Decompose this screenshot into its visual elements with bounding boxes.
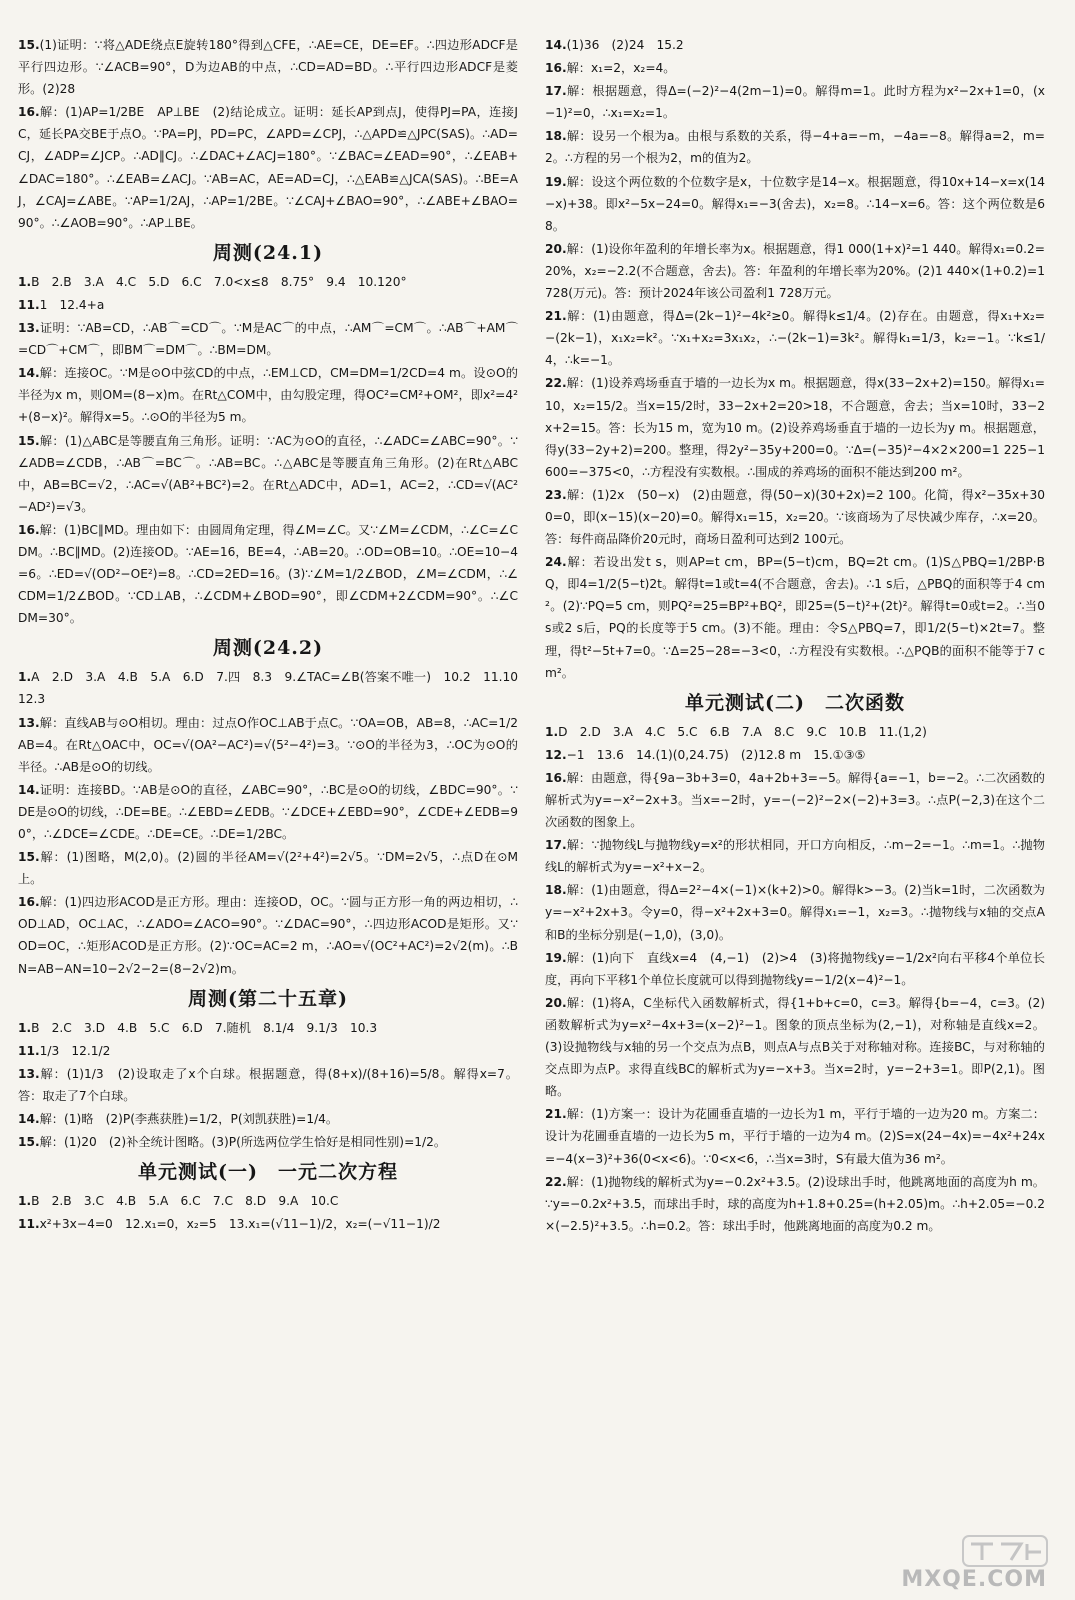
answer-item xyxy=(18,666,531,710)
item-number: 1. xyxy=(545,724,559,739)
item-number: 22. xyxy=(545,1174,567,1189)
item-number: 14. xyxy=(545,38,567,52)
item-text: 解：连接OC。∵M是⊙O中弦CD的中点，∴EM⊥CD，CM=DM=1/2CD=4 m。设⊙O的半径为x m，则OM=(8−x)m。在Rt△COM中，由勾股定理，得OC²=CM²+OM²，即x²=4²+(8−x)²。解得x=5。∴⊙O的半径为5 m。 xyxy=(18,366,518,425)
answer-item xyxy=(545,879,1045,945)
item-text: 解：(1)略 (2)P(李燕获胜)=1/2，P(刘凯获胜)=1/4。 xyxy=(39,1112,339,1127)
item-text: 解：(1)将A，C坐标代入函数解析式，得{1+b+c=0，c=3。解得{b=−4，c=3。(2)函数解析式为y=x²−4x+3=(x−2)²−1。图象的顶点坐标为(2,−1)，对称轴是直线x=2。(3)设抛物线与x轴的另一个交点为点B，则点A与点B关于对称轴对称。连接BC，与对称轴的交点即为点P。求得直线BC的解析式为y=−x+3。当x=2时，y=−2+3=1。即P(2,1)。图略。 xyxy=(545,995,1045,1099)
answer-item xyxy=(545,834,1045,878)
item-text: 证明：∵AB=CD，∴AB⌒=CD⌒。∵M是AC⌒的中点，∴AM⌒=CM⌒。∴AB⌒+AM⌒=CD⌒+CM⌒，即BM⌒=DM⌒。∴BM=DM。 xyxy=(18,321,518,358)
answer-item xyxy=(18,34,518,100)
item-number: 15. xyxy=(18,38,40,52)
item-number: 1. xyxy=(18,1020,32,1035)
section-title: 周测(24.2) xyxy=(212,637,324,660)
answer-item xyxy=(18,891,518,979)
item-number: 16. xyxy=(545,770,567,785)
item-text: 解：(1)设养鸡场垂直于墙的一边长为x m。根据题意，得x(33−2x+2)=150。解得x₁=10，x₂=15/2。当x=15/2时，33−2x+2=20>18，不合题意，舍去；当x=10时，33−2x+2=15。答：长为15 m，宽为10 m。(2)设养鸡场垂直于墙的一边长为y m。根据题意，得y(33−2y+2)=200。整理，得2y²−35y+200=0。∵Δ=(−35)²−4×2×200=1 225−1 600=−375<0，∴方程没有实数根。∴围成的养鸡场的面积不能达到200 m²。 xyxy=(545,376,1045,479)
item-number: 11. xyxy=(18,297,40,312)
item-number: 16. xyxy=(18,522,40,537)
item-number: 14. xyxy=(18,366,40,381)
watermark-text: MXQE.COM xyxy=(901,1567,1047,1592)
item-number: 15. xyxy=(18,850,40,865)
item-text: 解：∵抛物线L与抛物线y=x²的形状相同，开口方向相反，∴m−2=−1。∴m=1。∴抛物线L的解析式为y=−x²+x−2。 xyxy=(545,838,1045,875)
section-title: 单元测试(二) 二次函数 xyxy=(685,691,905,714)
item-text: 1 12.4+a xyxy=(39,297,105,312)
item-number: 1. xyxy=(18,1194,32,1209)
answer-item xyxy=(545,551,1045,684)
answer-item xyxy=(18,294,518,316)
item-text: 解：(1)20 (2)补全统计图略。(3)P(所选两位学生恰好是相同性别)=1/2。 xyxy=(39,1135,447,1150)
item-number: 16. xyxy=(18,895,40,910)
answer-item xyxy=(545,171,1045,237)
item-text: D 2.D 3.A 4.C 5.C 6.B 7.A 8.C 9.C 10.B 11.(1,2) xyxy=(558,724,927,739)
item-text: 解：(1)由题意，得Δ=(2k−1)²−4k²≥0。解得k≤1/4。(2)存在。由题意，得x₁+x₂=−(2k−1)，x₁x₂=k²。∵x₁+x₂=3x₁x₂，∴−(2k−1)=3k²。解得k₁=1/3，k₂=−1。∵k≤1/4，∴k=−1。 xyxy=(545,309,1045,368)
item-number: 13. xyxy=(18,321,40,336)
answer-item xyxy=(18,362,518,428)
item-text: 解：(1)图略，M(2,0)。(2)圆的半径AM=√(2²+4²)=2√5。∵DM=2√5，∴点D在⊙M上。 xyxy=(18,850,518,887)
item-number: 1. xyxy=(18,274,32,289)
answer-item xyxy=(545,372,1045,482)
item-text: −1 13.6 14.(1)(0,24.75) (2)12.8 m 15.①③⑤ xyxy=(566,747,866,762)
answer-item xyxy=(18,519,518,629)
answer-item xyxy=(545,1103,1045,1169)
item-number: 14. xyxy=(18,782,40,797)
item-text: 解：(1)△ABC是等腰直角三角形。证明：∵AC为⊙O的直径，∴∠ADC=∠ABC=90°。∵∠ADB=∠CDB，∴AB⌒=BC⌒。∴AB=BC。∴△ABC是等腰直角三角形。(2)在Rt△ABC中，AB=BC=√2，∴AC=√(AB²+BC²)=2。在Rt△ADC中，AD=1，AC=2，∴CD=√(AC²−AD²)=√3。 xyxy=(18,433,518,514)
item-number: 19. xyxy=(545,950,567,965)
answer-item xyxy=(545,34,1045,56)
item-text: 解：(1)四边形ACOD是正方形。理由：连接OD，OC。∵圆与正方形一角的两边相切，∴OD⊥AD，OC⊥AC，∴∠ADO=∠ACO=90°。∵∠DAC=90°，∴四边形ACOD是矩形。又∵OD=OC，∴矩形ACOD是正方形。(2)∵OC=AC=2 m，∴AO=√(OC²+AC²)=2√2(m)。∴BN=AB−AN=10−2√2−2=(8−2√2)m。 xyxy=(18,895,518,976)
answer-item xyxy=(18,1017,518,1039)
item-number: 23. xyxy=(545,487,567,502)
item-number: 24. xyxy=(545,555,567,570)
item-text: B 2.B 3.C 4.B 5.A 6.C 7.C 8.D 9.A 10.C xyxy=(31,1194,339,1209)
answer-item xyxy=(545,744,1045,766)
answer-item xyxy=(545,767,1045,833)
answer-item xyxy=(18,101,518,234)
item-number: 15. xyxy=(18,1135,40,1150)
item-number: 19. xyxy=(545,174,567,189)
item-text: A 2.D 3.A 4.B 5.A 6.D 7.四 8.3 9.∠TAC=∠B(答案不唯一) 10.2 11.10 12.3 xyxy=(18,670,531,707)
item-text: 解：若设出发t s，则AP=t cm，BP=(5−t)cm，BQ=2t cm。(1)S△PBQ=1/2BP·BQ，即4=1/2(5−t)2t。解得t=1或t=4(不合题意，舍去)。∴1 s后，△PBQ的面积等于4 cm²。(2)∵PQ=5 cm，则PQ²=25=BP²+BQ²，即25=(5−t)²+(2t)²。解得t=0或t=2。∴当0 s或2 s后，PQ的长度等于5 cm。(3)不能。理由：令S△PBQ=7，即1/2(5−t)×2t=7。整理，得t²−5t+7=0。∵Δ=25−28=−3<0，∴方程没有实数根。∴△PQB的面积不能等于7 cm²。 xyxy=(545,555,1045,680)
item-number: 18. xyxy=(545,883,567,898)
answer-item xyxy=(545,80,1045,124)
item-number: 14. xyxy=(18,1112,40,1127)
item-text: 解：设另一个根为a。由根与系数的关系，得−4+a=−m，−4a=−8。解得a=2，m=2。∴方程的另一个根为2，m的值为2。 xyxy=(545,129,1045,166)
item-number: 12. xyxy=(545,747,567,762)
answer-item xyxy=(18,1040,518,1062)
section-title: 单元测试(一) 一元二次方程 xyxy=(138,1161,398,1184)
item-text: 解：(1)抛物线的解析式为y=−0.2x²+3.5。(2)设球出手时，他跳离地面的高度为h m。∵y=−0.2x²+3.5，而球出手时，球的高度为h+1.8+0.25=(h+2.05)m。∴h+2.05=−0.2×(−2.5)²+3.5。∴h=0.2。答：球出手时，他跳离地面的高度为0.2 m。 xyxy=(545,1174,1045,1233)
item-number: 1. xyxy=(18,670,32,685)
answer-item xyxy=(545,238,1045,304)
left-column xyxy=(18,34,531,1236)
item-number: 13. xyxy=(18,1066,40,1081)
item-number: 22. xyxy=(545,376,567,391)
answer-item xyxy=(545,1171,1045,1237)
item-number: 15. xyxy=(18,433,40,448)
answer-item xyxy=(18,1063,518,1107)
item-number: 17. xyxy=(545,84,567,99)
answer-item xyxy=(545,721,1045,743)
answer-item xyxy=(545,57,1045,79)
answer-item xyxy=(545,947,1045,991)
item-text: 解：根据题意，得Δ=(−2)²−4(2m−1)=0。解得m=1。此时方程为x²−2x+1=0，(x−1)²=0，∴x₁=x₂=1。 xyxy=(545,84,1045,121)
item-number: 20. xyxy=(545,241,567,256)
item-text: 解：(1)方案一：设计为花圃垂直墙的一边长为1 m，平行于墙的一边为20 m。方案二：设计为花圃垂直墙的一边长为5 m，平行于墙的一边为4 m。(2)S=x(24−4x)=−4x²+24x=−4(x−3)²+36(0<x<6)。∵0<x<6，∴当x=3时，S有最大值为36 m²。 xyxy=(545,1107,1045,1166)
item-text: 解：(1)BC∥MD。理由如下：由圆周角定理，得∠M=∠C。又∵∠M=∠CDM，∴∠C=∠CDM。∴BC∥MD。(2)连接OD。∵AE=16，BE=4，∴AB=20。∴OD=OB=10。∴OE=10−4=6。∴ED=√(OD²−OE²)=8。∴CD=2ED=16。(3)∵∠M=1/2∠BOD，∠M=∠CDM，∴∠CDM=1/2∠BOD。∵CD⊥AB，∴∠CDM+∠BOD=90°，即∠CDM+2∠CDM=90°。∴∠CDM=30°。 xyxy=(18,522,518,626)
item-text: 解：(1)由题意，得Δ=2²−4×(−1)×(k+2)>0。解得k>−3。(2)当k=1时，二次函数为y=−x²+2x+3。令y=0，得−x²+2x+3=0。解得x₁=−1，x₂=3。∴抛物线与x轴的交点A和B的坐标分别是(−1,0)，(3,0)。 xyxy=(545,883,1045,942)
item-text: 解：设这个两位数的个位数字是x，十位数字是14−x。根据题意，得10x+14−x=x(14−x)+38。即x²−5x−24=0。解得x₁=−3(舍去)，x₂=8。∴14−x=6。答：这个两位数是68。 xyxy=(545,174,1045,233)
item-number: 16. xyxy=(545,61,567,76)
section-title: 周测(24.1) xyxy=(212,241,324,264)
answer-item xyxy=(18,430,518,518)
item-number: 11. xyxy=(18,1217,40,1232)
answer-item xyxy=(545,992,1045,1102)
item-text: x²+3x−4=0 12.x₁=0，x₂=5 13.x₁=(√11−1)/2，x₂=(−√11−1)/2 xyxy=(39,1217,441,1232)
item-text: B 2.B 3.A 4.C 5.D 6.C 7.0<x≤8 8.75° 9.4 10.120° xyxy=(31,274,407,289)
item-number: 21. xyxy=(545,309,567,324)
item-text: 解：直线AB与⊙O相切。理由：过点O作OC⊥AB于点C。∵OA=OB，AB=8，∴AC=1/2AB=4。在Rt△OAC中，OC=√(OA²−AC²)=√(5²−4²)=3。∵⊙O的半径为3，∴OC为⊙O的半径。∴AB是⊙O的切线。 xyxy=(18,715,518,774)
item-text: 解：(1)AP=1/2BE AP⊥BE (2)结论成立。证明：延长AP到点J，使得PJ=PA，连接JC，延长PA交BE于点O。∵PA=PJ，PD=PC，∠APD=∠CPJ，∴△APD≌△JPC(SAS)。∴AD=CJ，∠ADP=∠JCP。∴AD∥CJ。∴∠DAC+∠ACJ=180°。∵∠BAC=∠EAD=90°，∴∠EAB+∠DAC=180°。∴∠EAB=∠ACJ。∵AB=AC，AE=AD=CJ，∴△EAB≌△JCA(SAS)。∴BE=AJ，∠CAJ=∠ABE。∵AP=1/2AJ，∴AP=1/2BE。∵∠CAJ+∠BAO=90°，∴∠ABE+∠BAO=90°。∴∠AOB=90°。∴AP⊥BE。 xyxy=(18,105,518,230)
item-text: 解：x₁=2，x₂=4。 xyxy=(566,61,676,76)
item-text: (1)证明：∵将△ADE绕点E旋转180°得到△CFE，∴AE=CE，DE=EF。∴四边形ADCF是平行四边形。∵∠ACB=90°，D为边AB的中点，∴CD=AD=BD。∴平行四边形ADCF是菱形。(2)28 xyxy=(18,38,518,97)
item-text: 解：(1)1/3 (2)设取走了x个白球。根据题意，得(8+x)/(8+16)=5/8。解得x=7。答：取走了7个白球。 xyxy=(18,1066,518,1103)
item-number: 17. xyxy=(545,838,567,853)
answer-item xyxy=(18,1131,518,1153)
answer-item xyxy=(545,305,1045,371)
answer-item xyxy=(18,846,518,890)
item-number: 16. xyxy=(18,105,40,120)
item-text: B 2.C 3.D 4.B 5.C 6.D 7.随机 8.1/4 9.1/3 10.3 xyxy=(31,1020,378,1035)
answer-item xyxy=(545,125,1045,169)
item-number: 20. xyxy=(545,995,567,1010)
right-column xyxy=(545,34,1045,1238)
item-text: 1/3 12.1/2 xyxy=(39,1043,111,1058)
answer-item xyxy=(18,317,518,361)
item-text: 解：(1)2x (50−x) (2)由题意，得(50−x)(30+2x)=2 100。化简，得x²−35x+300=0，即(x−15)(x−20)=0。解得x₁=15，x₂=20。∵该商场为了尽快减少库存，∴x=20。答：每件商品降价20元时，商场日盈利可达到2 100元。 xyxy=(545,487,1045,547)
item-text: 解：(1)设你年盈利的年增长率为x。根据题意，得1 000(1+x)²=1 440。解得x₁=0.2=20%，x₂=−2.2(不合题意，舍去)。答：年盈利的年增长率为20%。(2)1 440×(1+0.2)=1 728(万元)。答：预计2024年该公司盈利1 728万元。 xyxy=(545,241,1045,301)
answer-item xyxy=(18,271,518,293)
item-text: (1)36 (2)24 15.2 xyxy=(566,38,684,52)
item-number: 21. xyxy=(545,1107,567,1122)
answer-item xyxy=(18,1213,518,1235)
section-title: 周测(第二十五章) xyxy=(188,987,348,1010)
item-text: 解：由题意，得{9a−3b+3=0，4a+2b+3=−5。解得{a=−1，b=−2。∴二次函数的解析式为y=−x²−2x+3。当x=−2时，y=−(−2)²−2×(−2)+3=3。∴点P(−2,3)在这个二次函数的图象上。 xyxy=(545,770,1045,830)
answer-item xyxy=(18,1190,518,1212)
answer-item xyxy=(545,484,1045,550)
item-text: 证明：连接BD。∵AB是⊙O的直径，∠ABC=90°，∴BC是⊙O的切线，∠BDC=90°。∵DE是⊙O的切线，∴DE=BE。∴∠EBD=∠EDB。∵∠DCE+∠EBD=90°，∠CDE+∠EDB=90°，∴∠DCE=∠CDE。∴DE=CE。∴DE=1/2BC。 xyxy=(18,782,518,841)
answer-item xyxy=(18,1108,518,1130)
answer-item xyxy=(18,779,518,845)
item-number: 13. xyxy=(18,715,40,730)
answer-item xyxy=(18,712,518,778)
item-text: 解：(1)向下 直线x=4 (4,−1) (2)>4 (3)将抛物线y=−1/2x²向右平移4个单位长度，再向下平移1个单位长度就可以得到抛物线y=−1/2(x−4)²−1。 xyxy=(545,950,1045,987)
item-number: 18. xyxy=(545,129,567,144)
item-number: 11. xyxy=(18,1043,40,1058)
